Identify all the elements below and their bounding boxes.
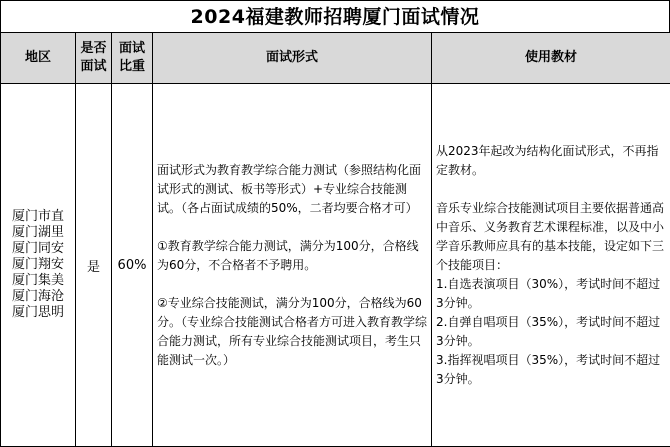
table-row — [1, 84, 670, 447]
form-paragraph: 面试形式为教育教学综合能力测试（参照结构化面试形式的测试、板书等形式）+专业综合技能测试。（各占面试成绩的50%，二者均要合格才可） — [157, 162, 422, 215]
header-materials: 使用教材 — [432, 33, 670, 84]
header-row — [1, 33, 670, 84]
header-form: 面试形式 — [153, 33, 432, 84]
form-paragraph: ①教育教学综合能力测试，满分为100分，合格线为60分，不合格者不予聘用。 — [157, 238, 419, 272]
weight-cell: 60% — [112, 84, 153, 447]
region-name: 厦门同安 — [11, 241, 64, 256]
form-cell — [153, 84, 432, 447]
region-name: 厦门市直 — [11, 209, 64, 224]
materials-paragraph: 从2023年起改为结构化面试形式，不再指定教材。 — [436, 143, 659, 177]
header-interview: 是否面试 — [76, 33, 112, 84]
materials-item: 2.自弹自唱项目（35%），考试时间不超过3分钟。 — [436, 314, 661, 348]
region-cell — [1, 84, 76, 447]
materials-item: 3.指挥视唱项目（35%），考试时间不超过3分钟。 — [436, 352, 661, 386]
page-title: 2024福建教师招聘厦门面试情况 — [0, 0, 670, 32]
materials-item: 1.自选表演项目（30%），考试时间不超过3分钟。 — [436, 276, 661, 310]
region-name: 厦门海沧 — [11, 289, 64, 304]
interview-cell: 是 — [76, 84, 112, 447]
region-name: 厦门思明 — [11, 305, 64, 320]
materials-cell — [432, 84, 670, 447]
interview-table — [0, 32, 670, 447]
materials-paragraph: 音乐专业综合技能测试项目主要依据普通高中音乐、义务教育艺术课程标准，以及中小学音乐教师应具有的基本技能，设定如下三个技能项目： — [436, 200, 665, 272]
header-weight: 面试比重 — [112, 33, 153, 84]
region-name: 厦门集美 — [11, 273, 64, 288]
header-region: 地区 — [1, 33, 76, 84]
region-name: 厦门湖里 — [11, 225, 64, 240]
form-paragraph: ②专业综合技能测试，满分为100分，合格线为60分。（专业综合技能测试合格者方可进入教育教学综合能力测试，所有专业综合技能测试项目，考生只能测试一次。） — [157, 295, 428, 367]
region-name: 厦门翔安 — [11, 257, 64, 272]
